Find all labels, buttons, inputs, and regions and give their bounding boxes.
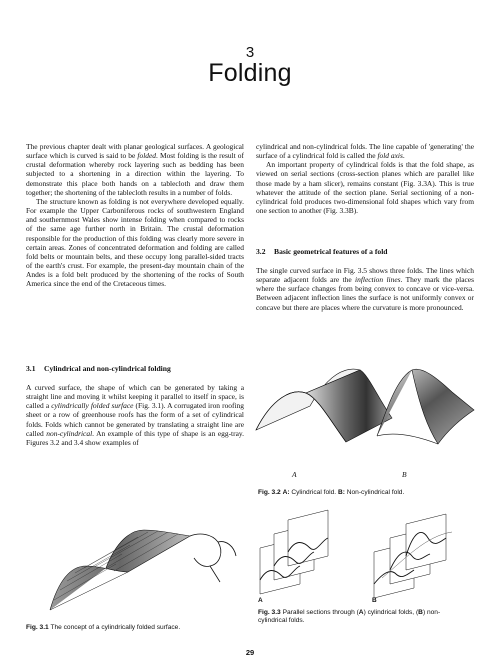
caption-b-label: B: <box>337 489 345 496</box>
figure-3-1-illustration <box>40 512 250 616</box>
chapter-title: Folding <box>208 59 292 87</box>
figure-label: Fig. 3.3 <box>258 609 281 616</box>
figure-3-2-panel-a-label: A <box>292 470 297 479</box>
left-column-intro <box>26 142 244 289</box>
section-3-1-text <box>26 383 244 447</box>
paragraph: The structure known as folding is not everywhere developed equally. For example the Upper Carboniferous rocks of southwestern England and southernmost Wales show intense folding when compared to rocks of the same age further north in Britain. The crustal deformation responsible for the production of this folding was clearly more severe in certain areas. Zones of concentrated deformation and folding are called fold belts or mountain belts, and these occupy long parallel-sided tracts of the earth's crust. For example, the present-day mountain chain of the Andes is a fold belt produced by the shortening of the rocks of South America since the end of the Cretaceous times. <box>26 196 244 289</box>
section-number: 3.2 <box>256 247 266 256</box>
right-column-intro <box>256 142 474 215</box>
caption-b-text: Non-cylindrical fold. <box>346 489 405 496</box>
section-heading-3-1 <box>26 364 244 373</box>
section-planes-a <box>260 510 328 594</box>
paragraph: An important property of cylindrical folds is that the fold shape, as viewed on serial sections (cross-section planes which are parallel like those made by a ham slicer), remains constant (Fig. 3.3A). This is true whatever the attitude of the section plane. Serial sectioning of a non-cylindrical fold produces two-dimensional fold shapes which vary from one section to another (Fig. 3.3B). <box>256 160 474 216</box>
caption-a-text: Cylindrical fold. <box>291 489 337 496</box>
figure-3-2-caption <box>258 489 478 497</box>
caption-a-label: A <box>358 609 364 616</box>
folded-sheet <box>50 530 190 610</box>
figure-3-2-panel-b-label: B <box>402 470 407 479</box>
figure-label: Fig. 3.2 <box>258 489 281 496</box>
figure-3-3-panel-b-label: B <box>372 597 377 604</box>
figure-3-2-illustration <box>252 348 482 478</box>
section-3-2-text <box>256 266 474 312</box>
caption-text: The concept of a cylindrically folded surface. <box>50 624 181 631</box>
hand-outline <box>190 534 236 582</box>
chapter-number: 3 <box>245 44 255 61</box>
section-title: Cylindrical and non-cylindrical folding <box>44 364 171 373</box>
section-heading-3-2 <box>256 247 474 256</box>
caption-text: Parallel sections through ( <box>282 609 359 616</box>
figure-3-3-illustration <box>256 508 486 596</box>
caption-a-label: A: <box>282 489 290 496</box>
non-cylindrical-fold-surface <box>377 369 474 444</box>
paragraph: cylindrical and non-cylindrical folds. The line capable of 'generating' the surface of a cylindrical fold is called the fold axis. <box>256 142 474 161</box>
section-planes-b <box>374 514 446 598</box>
figure-3-1-caption <box>26 624 246 632</box>
paragraph: A curved surface, the shape of which can be generated by taking a straight line and moving it whilst keeping it parallel to itself in space, is called a cylindrically folded surface (Fig. 3.1). A corrugated iron roofing sheet or a row of greenhouse roofs has the form of a set of cylindrical folds. Folds which cannot be generated by translating a straight line are called non-cylindrical. An example of this type of shape is an egg-tray. Figures 3.2 and 3.4 show examples of <box>26 383 244 447</box>
caption-text: ) cylindrical folds, ( <box>363 609 419 616</box>
caption-b-label: B <box>418 609 423 616</box>
figure-label: Fig. 3.1 <box>26 624 49 631</box>
section-number: 3.1 <box>26 364 36 373</box>
page-number: 29 <box>245 648 255 657</box>
caption-text: ) non-cylindrical folds. <box>258 609 441 624</box>
figure-3-3-caption <box>258 609 458 625</box>
paragraph: The single curved surface in Fig. 3.5 shows three folds. The lines which separate adjacent folds are the inflection lines. They mark the places where the surface changes from being convex to concave or vice-versa. Between adjacent inflection lines the surface is not uniformly convex or concave but there are places where the curvature is more pronounced. <box>256 266 474 312</box>
paragraph: The previous chapter dealt with planar geological surfaces. A geological surface which is curved is said to be folded. Most folding is the result of crustal deformation whereby rock layering such as bedding has been subjected to a shortening in a direction within the layering. To demonstrate this place both hands on a tablecloth and draw them together; the shortening of the tablecloth results in a number of folds. <box>26 142 245 197</box>
figure-3-3-panel-a-label: A <box>258 597 263 604</box>
section-title: Basic geometrical features of a fold <box>274 247 388 256</box>
